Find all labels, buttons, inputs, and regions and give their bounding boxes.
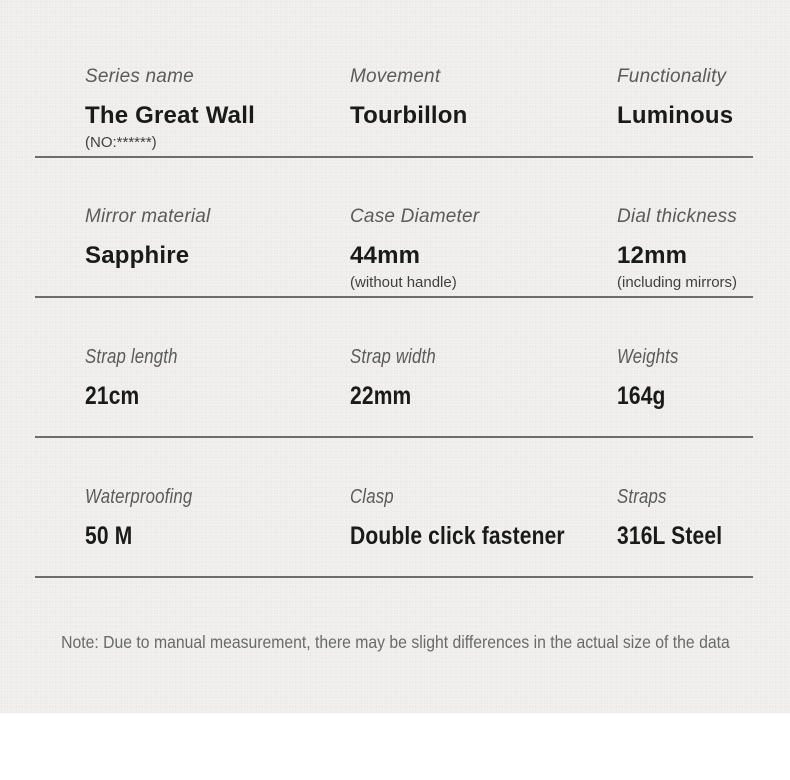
spec-label: Mirror material: [85, 206, 211, 227]
spec-value: 12mm: [617, 242, 688, 269]
divider-line: [35, 576, 753, 578]
spec-label: Dial thickness: [617, 206, 738, 227]
divider-line: [35, 296, 753, 298]
spec-label: Movement: [350, 66, 441, 87]
spec-label: Strap width: [350, 346, 436, 368]
spec-value: 44mm: [350, 242, 421, 269]
spec-label: Functionality: [617, 66, 727, 87]
spec-value: The Great Wall: [85, 102, 255, 129]
spec-cell-clasp: [350, 486, 614, 549]
spec-value: Double click fastener: [350, 522, 565, 550]
spec-cell-strap-width: [350, 346, 614, 409]
spec-cell-straps: [617, 486, 777, 549]
spec-cell-movement: [350, 66, 614, 134]
spec-value: Luminous: [617, 102, 734, 129]
spec-label: Clasp: [350, 486, 394, 508]
spec-label: Weights: [617, 346, 679, 368]
footer-white-strip: [0, 713, 790, 780]
spec-label: Series name: [85, 66, 194, 87]
spec-row-strap: [0, 346, 790, 438]
spec-subnote: (NO:******): [85, 134, 157, 151]
spec-value: 50 M: [85, 522, 133, 550]
divider-line: [35, 436, 753, 438]
spec-subnote: (including mirrors): [617, 274, 738, 291]
spec-cell-case-diameter: [350, 206, 614, 291]
spec-row-series: [0, 66, 790, 158]
spec-label: Waterproofing: [85, 486, 193, 508]
measurement-note-text: Note: Due to manual measurement, there may be slight differences in the actual size of the data: [60, 632, 730, 652]
spec-value: 316L Steel: [617, 522, 723, 550]
spec-label: Strap length: [85, 346, 178, 368]
spec-label: Case Diameter: [350, 206, 480, 227]
spec-row-misc: [0, 486, 790, 578]
spec-cell-strap-length: [85, 346, 347, 409]
spec-value: Tourbillon: [350, 102, 468, 129]
spec-cell-waterproofing: [85, 486, 347, 549]
spec-cell-functionality: [617, 66, 777, 134]
divider-line: [35, 156, 753, 158]
spec-subnote: (without handle): [350, 274, 457, 291]
spec-cell-mirror-material: [85, 206, 347, 274]
spec-value: 22mm: [350, 382, 412, 410]
spec-label: Straps: [617, 486, 667, 508]
spec-value: 164g: [617, 382, 666, 410]
spec-row-case: [0, 206, 790, 298]
spec-cell-dial-thickness: [617, 206, 777, 291]
spec-cell-weights: [617, 346, 777, 409]
spec-value: Sapphire: [85, 242, 190, 269]
spec-cell-series-name: [85, 66, 347, 151]
measurement-note: [0, 632, 790, 653]
spec-value: 21cm: [85, 382, 140, 410]
